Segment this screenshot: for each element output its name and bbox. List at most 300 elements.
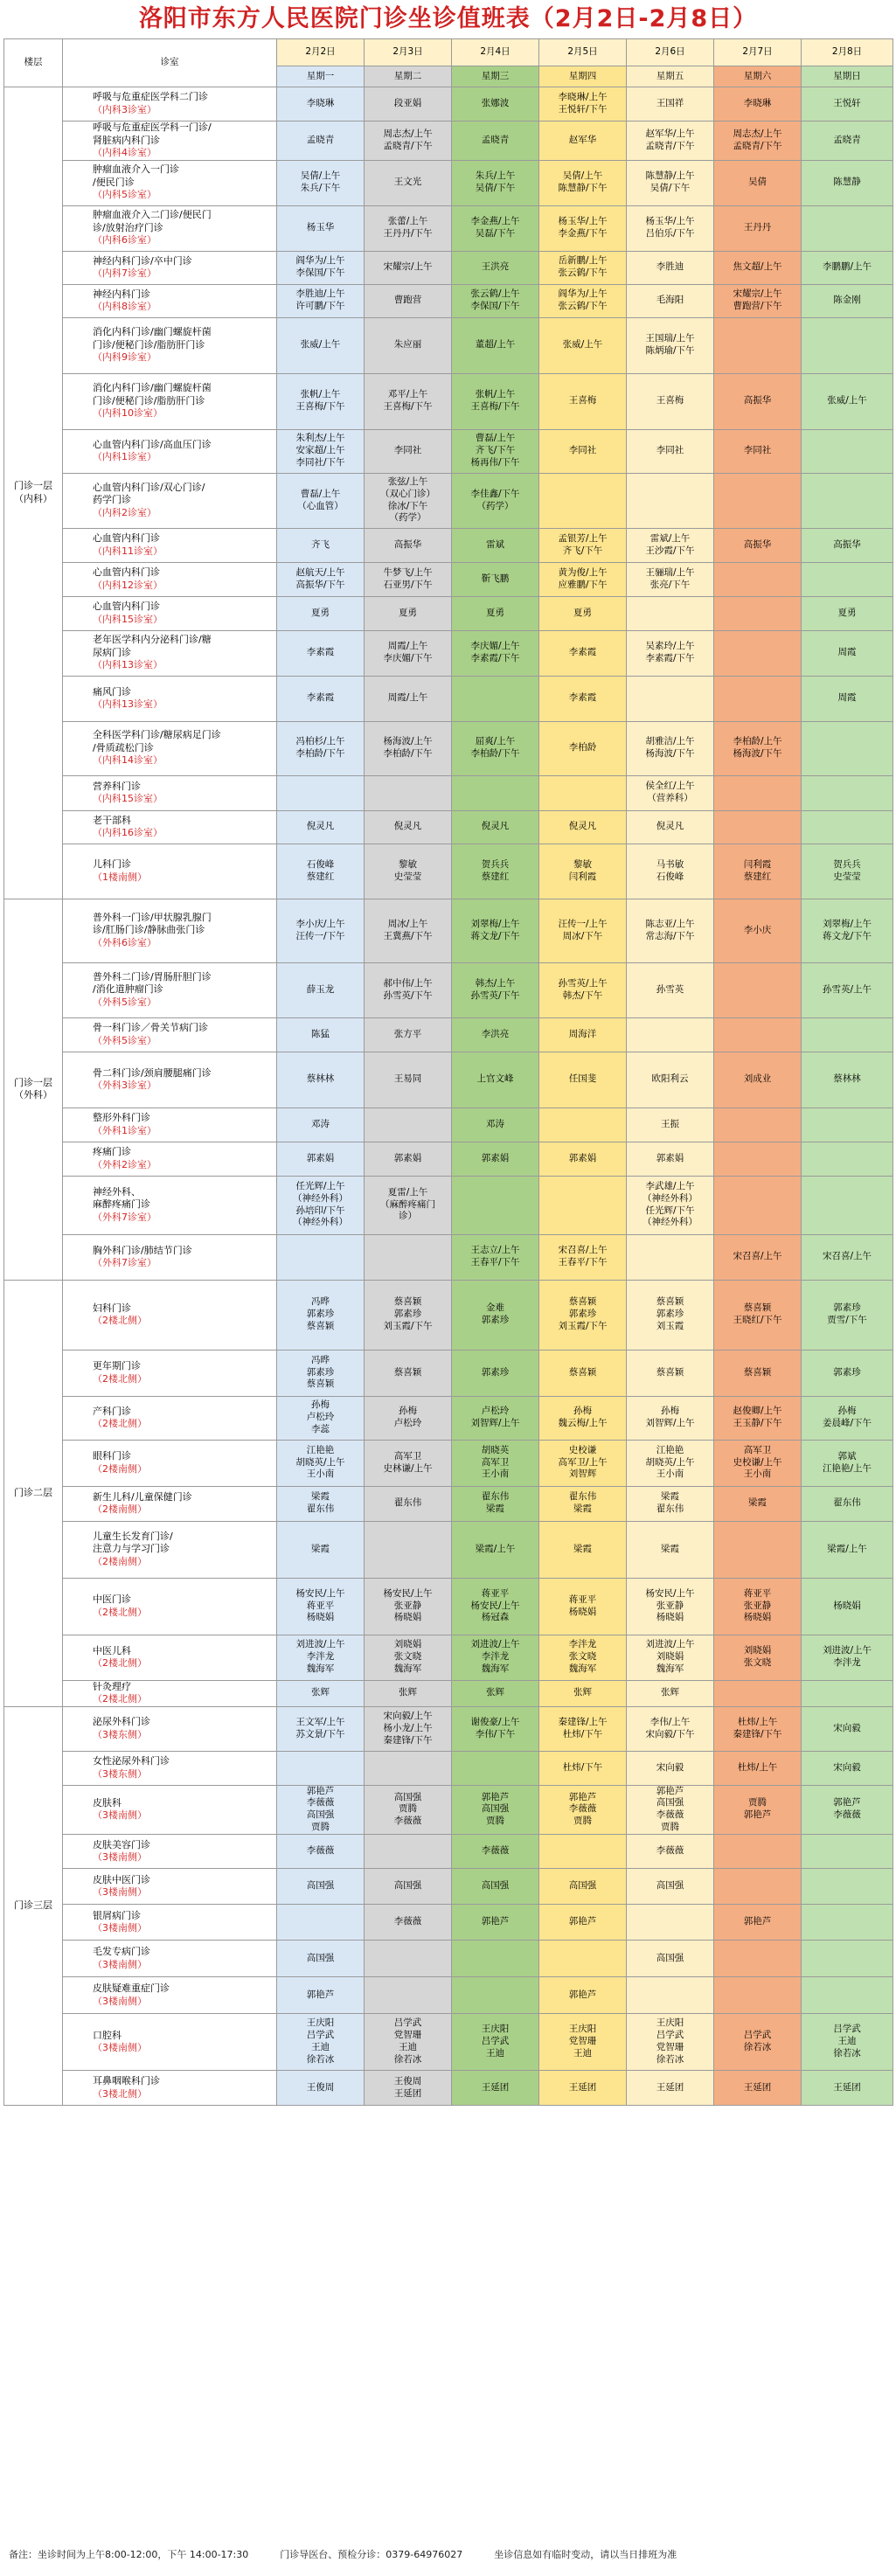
doctor-cell: 陈金刚: [802, 284, 893, 317]
dept-cell: [63, 1350, 277, 1396]
doctor-cell: 上官文峰: [452, 1052, 539, 1107]
room-number: （3楼南侧）: [93, 1922, 147, 1934]
doctor-cell: 高军卫 史林谦/上午: [365, 1440, 452, 1486]
doctor-cell: [277, 1234, 365, 1280]
dept-name: 儿科门诊: [93, 858, 131, 871]
room-number: （内科2诊室）: [93, 506, 156, 518]
dept-name: 产科门诊: [93, 1405, 131, 1417]
doctor-cell: 孙梅 卢松玲 李蕊: [277, 1396, 365, 1440]
doctor-cell: 宋向毅: [627, 1751, 714, 1785]
doctor-cell: 吴倩/上午 陈慧静/下午: [539, 160, 627, 205]
table-row: [4, 1234, 893, 1280]
doctor-cell: 吕学武 王迪 徐若冰: [802, 2014, 893, 2071]
doctor-cell: [714, 1521, 802, 1578]
doctor-cell: 刘成业: [714, 1052, 802, 1107]
table-row: [4, 1706, 893, 1751]
doctor-cell: [627, 473, 714, 528]
doctor-cell: 宋召喜/上午 王春平/下午: [539, 1234, 627, 1280]
doctor-cell: [802, 1107, 893, 1142]
dept-cell: [63, 676, 277, 721]
doctor-cell: [539, 473, 627, 528]
doctor-cell: 郭艳芦 高国强 李薇薇 贾腾: [627, 1785, 714, 1834]
doctor-cell: 杨玉华/上午 李金燕/下午: [539, 205, 627, 251]
doctor-cell: 邓平/上午 王喜梅/下午: [365, 373, 452, 429]
doctor-cell: 薛玉龙: [277, 962, 365, 1017]
doctor-cell: 高振华: [714, 528, 802, 562]
dept-name: 心血管内科门诊/高血压门诊: [93, 438, 212, 450]
doctor-cell: [714, 1107, 802, 1142]
doctor-cell: 李金燕/上午 吴磊/下午: [452, 205, 539, 251]
dept-cell: [63, 1142, 277, 1176]
doctor-cell: 梁霞: [539, 1521, 627, 1578]
doctor-cell: 韩杰/上午 孙雪英/下午: [452, 962, 539, 1017]
room-number: （外科5诊室）: [93, 1034, 156, 1046]
room-number: （内科9诊室）: [93, 351, 156, 364]
doctor-cell: 王文光: [365, 160, 452, 205]
doctor-cell: [452, 676, 539, 721]
room-number: （2楼北侧）: [93, 1372, 147, 1385]
doctor-cell: 杨玉华: [277, 205, 365, 251]
doctor-cell: 李素霞: [277, 676, 365, 721]
room-number: （内科15诊室）: [93, 793, 163, 805]
table-row: [4, 205, 893, 251]
doctor-cell: 刘晓娟 张文晓 魏海军: [365, 1635, 452, 1680]
doctor-cell: [714, 676, 802, 721]
doctor-cell: 张弦/上午 （双心门诊） 徐冰/下午 （药学）: [365, 473, 452, 528]
doctor-cell: 吴素玲/上午 李素霞/下午: [627, 630, 714, 676]
dept-name: 肿瘤血液介入一门诊 /便民门诊: [93, 163, 179, 188]
doctor-cell: 秦建锋/上午 杜炜/下午: [539, 1706, 627, 1751]
table-row: [4, 1835, 893, 1869]
table-row: [4, 1017, 893, 1052]
weekday-header: 星期六: [714, 66, 802, 87]
doctor-cell: 宋向毅: [802, 1706, 893, 1751]
table-row: [4, 373, 893, 429]
doctor-cell: 谢俊豪/上午 李伟/下午: [452, 1706, 539, 1751]
doctor-cell: 孟晓青: [452, 122, 539, 161]
doctor-cell: 郭素娟: [277, 1142, 365, 1176]
doctor-cell: 周冰/上午 王冀燕/下午: [365, 899, 452, 962]
doctor-cell: [802, 775, 893, 810]
dept-name: 胸外科门诊/肺结节门诊: [93, 1244, 192, 1256]
doctor-cell: 张威/上午: [802, 373, 893, 429]
doctor-cell: 蔡喜颖 郭素珍 刘玉霞/下午: [365, 1280, 452, 1350]
dept-name: 普外科二门诊/胃肠肝胆门诊 /消化道肿瘤门诊: [93, 970, 212, 996]
doctor-cell: 李泮龙 张文晓 魏海军: [539, 1635, 627, 1680]
dept-cell: [63, 596, 277, 630]
doctor-cell: 史校谦 高军卫/上午 刘智辉: [539, 1440, 627, 1486]
dept-name: 中医儿科: [93, 1644, 131, 1656]
doctor-cell: 任国斐: [539, 1052, 627, 1107]
doctor-cell: [714, 562, 802, 596]
dept-name: 儿童生长发育门诊/ 注意力与学习门诊: [93, 1530, 173, 1555]
doctor-cell: 郭斌 江艳艳/上午: [802, 1440, 893, 1486]
table-row: [4, 1941, 893, 1977]
doctor-cell: 蔡喜颖: [714, 1350, 802, 1396]
doctor-cell: 朱利杰/上午 安家超/上午 李同社/下午: [277, 429, 365, 473]
doctor-cell: 杨晓娟: [802, 1578, 893, 1635]
doctor-cell: [277, 1905, 365, 1941]
doctor-cell: 宋向毅/上午 杨小龙/上午 秦建锋/下午: [365, 1706, 452, 1751]
doctor-cell: [714, 1017, 802, 1052]
room-number: （内科14诊室）: [93, 754, 163, 767]
dept-cell: [63, 251, 277, 284]
table-row: [4, 1680, 893, 1706]
weekday-header: 星期二: [365, 66, 452, 87]
doctor-cell: 李晓琳/上午 王悦轩/下午: [539, 87, 627, 122]
doctor-cell: 倪灵凡: [277, 810, 365, 844]
dept-cell: [63, 2014, 277, 2071]
doctor-cell: 孙梅 刘智辉/上午: [627, 1396, 714, 1440]
doctor-cell: 李伟/上午 宋向毅/下午: [627, 1706, 714, 1751]
schedule-table: [3, 38, 893, 2106]
doctor-cell: 陈慧静: [802, 160, 893, 205]
doctor-cell: 陈志亚/上午 常志海/下午: [627, 899, 714, 962]
dept-cell: [63, 1977, 277, 2014]
doctor-cell: 宋向毅: [802, 1751, 893, 1785]
table-row: [4, 429, 893, 473]
doctor-cell: [365, 1941, 452, 1977]
dept-cell: [63, 1107, 277, 1142]
doctor-cell: 杜炜/上午: [714, 1751, 802, 1785]
doctor-cell: 郭素珍: [802, 1350, 893, 1396]
doctor-cell: 郭艳芦: [539, 1977, 627, 2014]
room-number: （内科6诊室）: [93, 234, 156, 246]
doctor-cell: 郭艳芦 高国强 贾腾: [452, 1785, 539, 1834]
dept-name: 老年医学科内分泌科门诊/糖 尿病门诊: [93, 634, 212, 658]
doctor-cell: 王骊瑞/上午 张亮/下午: [627, 562, 714, 596]
table-row: [4, 1905, 893, 1941]
doctor-cell: 夏勇: [277, 596, 365, 630]
doctor-cell: 王易同: [365, 1052, 452, 1107]
doctor-cell: 张辉: [365, 1680, 452, 1706]
room-number: （外科7诊室）: [93, 1211, 156, 1223]
doctor-cell: 郭艳芦: [277, 1977, 365, 2014]
doctor-cell: 梁霞 翟东伟: [627, 1486, 714, 1521]
dept-cell: [63, 87, 277, 122]
room-number: （3楼南侧）: [93, 1958, 147, 1970]
room-number: （3楼东侧）: [93, 1767, 147, 1780]
doctor-cell: 蔡喜颖 郭素珍 刘玉霞: [627, 1280, 714, 1350]
doctor-cell: 赵俊卿/上午 王玉静/下午: [714, 1396, 802, 1440]
doctor-cell: 王庆阳 吕学武 王迪: [452, 2014, 539, 2071]
doctor-cell: [452, 1941, 539, 1977]
doctor-cell: 李同社: [539, 429, 627, 473]
dept-name: 皮肤科: [93, 1796, 122, 1809]
doctor-cell: 杨安民/上午 张亚静 杨晓娟: [365, 1578, 452, 1635]
floor-label: 门诊一层 （外科）: [4, 899, 63, 1280]
doctor-cell: 李薇薇: [627, 1835, 714, 1869]
room-number: （内科13诊室）: [93, 659, 163, 671]
table-row: [4, 284, 893, 317]
doctor-cell: 任光辉/上午 （神经外科） 孙培印/下午 （神经外科）: [277, 1176, 365, 1234]
dept-cell: [63, 1680, 277, 1706]
doctor-cell: 周霞/上午 李庆媚/下午: [365, 630, 452, 676]
doctor-cell: 李薇薇: [365, 1905, 452, 1941]
doctor-cell: 周志杰/上午 孟晓青/下午: [714, 122, 802, 161]
dept-cell: [63, 962, 277, 1017]
doctor-cell: 王喜梅: [627, 373, 714, 429]
dept-name: 神经内科门诊/卒中门诊: [93, 254, 192, 267]
dept-cell: [63, 1941, 277, 1977]
table-row: [4, 1280, 893, 1350]
doctor-cell: [714, 1977, 802, 2014]
dept-name: 骨二科门诊/颈肩腰腿痛门诊: [93, 1066, 212, 1079]
doctor-cell: [365, 1751, 452, 1785]
doctor-cell: 宋耀宗/上午: [365, 251, 452, 284]
doctor-cell: 杜炜/上午 秦建锋/下午: [714, 1706, 802, 1751]
table-row: [4, 1142, 893, 1176]
doctor-cell: 王洪亮: [452, 251, 539, 284]
doctor-cell: 高国强: [365, 1869, 452, 1905]
doctor-cell: [539, 1107, 627, 1142]
table-row: [4, 1440, 893, 1486]
doctor-cell: [802, 1680, 893, 1706]
doctor-cell: 黎敏 闫利霞: [539, 844, 627, 899]
doctor-cell: [365, 1234, 452, 1280]
room-number: （内科16诊室）: [93, 827, 163, 839]
dept-name: 骨一科门诊／骨关节病门诊: [93, 1022, 208, 1034]
doctor-cell: 周霞: [802, 630, 893, 676]
dept-cell: [63, 721, 277, 775]
room-number: （2楼南侧）: [93, 1555, 147, 1567]
room-number: （外科1诊室）: [93, 1124, 156, 1136]
doctor-cell: 翟东伟: [365, 1486, 452, 1521]
room-number: （外科2诊室）: [93, 1158, 156, 1170]
room-number: （2楼北侧）: [93, 1315, 147, 1327]
room-number: （内科1诊室）: [93, 451, 156, 463]
doctor-cell: 段亚娟: [365, 87, 452, 122]
doctor-cell: [365, 775, 452, 810]
date-header: 2月7日: [714, 39, 802, 66]
dept-cell: [63, 1835, 277, 1869]
doctor-cell: 王延团: [452, 2071, 539, 2106]
doctor-cell: 曹磊/上午 齐飞/下午 杨再伟/下午: [452, 429, 539, 473]
dept-cell: [63, 317, 277, 373]
doctor-cell: 雷斌: [452, 528, 539, 562]
doctor-cell: [802, 1142, 893, 1176]
room-number: （3楼南侧）: [93, 1851, 147, 1864]
doctor-cell: [714, 1835, 802, 1869]
table-row: [4, 775, 893, 810]
table-row: [4, 1869, 893, 1905]
table-row: [4, 1107, 893, 1142]
dept-cell: [63, 630, 277, 676]
doctor-cell: 王延团: [539, 2071, 627, 2106]
header-date-row: [4, 39, 893, 66]
doctor-cell: 黄为俊/上午 应雅鹏/下午: [539, 562, 627, 596]
table-row: [4, 1751, 893, 1785]
doctor-cell: 梁霞: [627, 1521, 714, 1578]
doctor-cell: [627, 676, 714, 721]
doctor-cell: 翟东伟 梁霞: [539, 1486, 627, 1521]
doctor-cell: 孙梅 魏云梅/上午: [539, 1396, 627, 1440]
table-row: [4, 251, 893, 284]
dept-name: 中医门诊: [93, 1594, 131, 1606]
doctor-cell: 张威/上午: [277, 317, 365, 373]
doctor-cell: 卢松玲 刘智辉/上午: [452, 1396, 539, 1440]
doctor-cell: [802, 1176, 893, 1234]
doctor-cell: [365, 1835, 452, 1869]
dept-name: 女性泌尿外科门诊: [93, 1755, 170, 1767]
doctor-cell: [714, 810, 802, 844]
dept-cell: [63, 1706, 277, 1751]
table-row: [4, 2014, 893, 2071]
doctor-cell: [714, 1680, 802, 1706]
doctor-cell: 张蕾/上午 王丹丹/下午: [365, 205, 452, 251]
doctor-cell: 梁霞/上午: [452, 1521, 539, 1578]
room-number: （内科7诊室）: [93, 267, 156, 280]
doctor-cell: 倪灵凡: [365, 810, 452, 844]
doctor-cell: [365, 1107, 452, 1142]
doctor-cell: 赵军华/上午 孟晓青/下午: [627, 122, 714, 161]
dept-name: 普外科一门诊/甲状腺乳腺门 诊/肛肠门诊/静脉曲张门诊: [93, 911, 212, 936]
doctor-cell: 牛梦飞/上午 石亚男/下午: [365, 562, 452, 596]
doctor-cell: 郭艳芦 李薇薇: [802, 1785, 893, 1834]
table-row: [4, 1350, 893, 1396]
dept-name: 心血管内科门诊: [93, 566, 160, 579]
room-number: （2楼北侧）: [93, 1693, 147, 1705]
doctor-cell: 杨海波/上午 李柏龄/下午: [365, 721, 452, 775]
dept-cell: [63, 429, 277, 473]
doctor-cell: 刘翠梅/上午 蒋文龙/下午: [802, 899, 893, 962]
dept-name: 消化内科门诊/幽门螺旋杆菌 门诊/便秘门诊/脂肪肝门诊: [93, 326, 212, 351]
doctor-cell: [714, 775, 802, 810]
doctor-cell: 侯全红/上午 （营养科）: [627, 775, 714, 810]
doctor-cell: 孟银芳/上午 齐飞/下午: [539, 528, 627, 562]
doctor-cell: 刘进波/上午 李泮龙 魏海军: [452, 1635, 539, 1680]
doctor-cell: 孙雪英: [627, 962, 714, 1017]
dept-name: 眼科门诊: [93, 1450, 131, 1462]
table-row: [4, 122, 893, 161]
doctor-cell: 阎华为/上午 张云鹤/下午: [539, 284, 627, 317]
room-number: （2楼北侧）: [93, 1418, 147, 1430]
doctor-cell: 郭素珍: [452, 1350, 539, 1396]
doctor-cell: 蒋亚平 张亚静 杨晓娟: [714, 1578, 802, 1635]
room-number: （外科3诊室）: [93, 1080, 156, 1092]
doctor-cell: 王延团: [802, 2071, 893, 2106]
doctor-cell: 郭艳芦 李薇薇 高国强 贾腾: [277, 1785, 365, 1834]
dept-name: 神经内科门诊: [93, 288, 150, 300]
dept-name: 整形外科门诊: [93, 1112, 150, 1124]
doctor-cell: 宋耀宗/上午 曹跑营/下午: [714, 284, 802, 317]
doctor-cell: [714, 962, 802, 1017]
table-row: [4, 1578, 893, 1635]
doctor-cell: 靳飞鹏: [452, 562, 539, 596]
doctor-cell: 倪灵凡: [452, 810, 539, 844]
dept-name: 疼痛门诊: [93, 1146, 131, 1158]
doctor-cell: 王庆阳 党智珊 王迪: [539, 2014, 627, 2071]
doctor-cell: 张云鹤/上午 李保国/下午: [452, 284, 539, 317]
footer-notice: 坐诊信息如有临时变动，请以当日排班为准: [494, 2549, 677, 2560]
doctor-cell: [802, 1869, 893, 1905]
doctor-cell: 孙梅 卢松玲: [365, 1396, 452, 1440]
doctor-cell: 吕学武 党智珊 王迪 徐若冰: [365, 2014, 452, 2071]
room-number: （内科10诊室）: [93, 407, 163, 420]
doctor-cell: 蔡喜颖: [627, 1350, 714, 1396]
doctor-cell: 李素霞: [277, 630, 365, 676]
doctor-cell: 孙雪英/上午: [802, 962, 893, 1017]
doctor-cell: 杨玉华/上午 吕伯乐/下午: [627, 205, 714, 251]
doctor-cell: 胡晓英 高军卫 王小南: [452, 1440, 539, 1486]
doctor-cell: 翟东伟: [802, 1486, 893, 1521]
doctor-cell: [452, 1751, 539, 1785]
doctor-cell: 郭艳芦: [714, 1905, 802, 1941]
doctor-cell: 郭艳芦: [452, 1905, 539, 1941]
room-number: （2楼北侧）: [93, 1657, 147, 1670]
table-row: [4, 810, 893, 844]
doctor-cell: 郝中伟/上午 孙雪英/下午: [365, 962, 452, 1017]
doctor-cell: 孟晓青: [802, 122, 893, 161]
room-number: （3楼东侧）: [93, 1728, 147, 1740]
doctor-cell: 张帆/上午 王喜梅/下午: [277, 373, 365, 429]
table-row: [4, 160, 893, 205]
doctor-cell: [802, 562, 893, 596]
room-number: （3楼南侧）: [93, 1995, 147, 2007]
doctor-cell: [452, 1977, 539, 2014]
doctor-cell: 张娜波: [452, 87, 539, 122]
dept-name: 肿瘤血液介入二门诊/便民门 诊/放射治疗门诊: [93, 209, 212, 233]
doctor-cell: 李胜迪/上午 许可鹏/下午: [277, 284, 365, 317]
dept-name: 呼吸与危重症医学科二门诊: [93, 91, 208, 103]
doctor-cell: [452, 775, 539, 810]
dept-cell: [63, 1578, 277, 1635]
doctor-cell: 吴倩/上午 朱兵/下午: [277, 160, 365, 205]
dept-cell: [63, 1486, 277, 1521]
doctor-cell: 杨安民/上午 张亚静 杨晓娟: [627, 1578, 714, 1635]
dept-name: 痛风门诊: [93, 685, 131, 698]
floor-label: 门诊一层 （内科）: [4, 87, 63, 899]
dept-cell: [63, 899, 277, 962]
dept-cell: [63, 373, 277, 429]
doctor-cell: 王丹丹: [714, 205, 802, 251]
doctor-cell: 王延团: [714, 2071, 802, 2106]
table-row: [4, 721, 893, 775]
dept-name: 毛发专病门诊: [93, 1946, 150, 1957]
weekday-header: 星期四: [539, 66, 627, 87]
doctor-cell: [714, 1941, 802, 1977]
table-row: [4, 676, 893, 721]
doctor-cell: 金难 郭素珍: [452, 1280, 539, 1350]
doctor-cell: [714, 473, 802, 528]
table-row: [4, 630, 893, 676]
doctor-cell: 王俊周 王延团: [365, 2071, 452, 2106]
doctor-cell: [714, 317, 802, 373]
room-number: （内科13诊室）: [93, 698, 163, 711]
doctor-cell: 周志杰/上午 孟晓青/下午: [365, 122, 452, 161]
doctor-cell: 郭素娟: [365, 1142, 452, 1176]
doctor-cell: 倪灵凡: [539, 810, 627, 844]
doctor-cell: 毛海阳: [627, 284, 714, 317]
doctor-cell: 李庆媚/上午 李素霞/下午: [452, 630, 539, 676]
doctor-cell: 夏勇: [539, 596, 627, 630]
doctor-cell: [627, 596, 714, 630]
table-row: [4, 317, 893, 373]
doctor-cell: 李胜迪: [627, 251, 714, 284]
doctor-cell: 郭素娟: [627, 1142, 714, 1176]
doctor-cell: 邓涛: [277, 1107, 365, 1142]
room-number: （外科5诊室）: [93, 996, 156, 1008]
doctor-cell: 李柏龄: [539, 721, 627, 775]
doctor-cell: 郭素珍 贾雪/下午: [802, 1280, 893, 1350]
doctor-cell: 蔡喜颖: [539, 1350, 627, 1396]
doctor-cell: 李素霞: [539, 676, 627, 721]
doctor-cell: 梁霞: [714, 1486, 802, 1521]
date-header: 2月8日: [802, 39, 893, 66]
doctor-cell: 闫利霞 蔡建红: [714, 844, 802, 899]
doctor-cell: 高军卫 史校谦/上午 王小南: [714, 1440, 802, 1486]
table-row: [4, 1176, 893, 1234]
